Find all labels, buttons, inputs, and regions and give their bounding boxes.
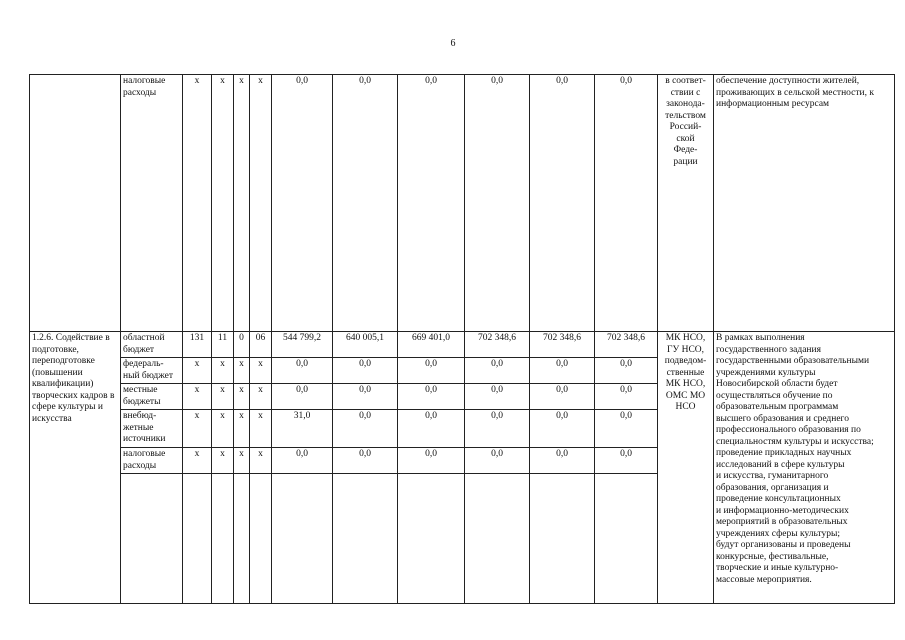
empty-cell	[465, 474, 530, 604]
executor-cell: МК НСО, ГУ НСО, подведом- ственные МК НСО, ОМС МО НСО	[658, 332, 714, 604]
table-row	[30, 332, 895, 358]
empty-cell	[333, 474, 398, 604]
value-cell: 0,0	[272, 358, 333, 384]
value-cell: 0,0	[465, 358, 530, 384]
activity-cell	[30, 75, 121, 332]
funding-source-cell: местные бюджеты	[121, 384, 183, 410]
code-cell: x	[183, 358, 212, 384]
value-cell: 0,0	[530, 75, 595, 332]
value-cell: 0,0	[530, 410, 595, 448]
value-cell: 0,0	[272, 75, 333, 332]
value-cell: 0,0	[333, 358, 398, 384]
result-cell: В рамках выполнения государственного задания государственными образовательными учреждениями культуры Новосибирской области будет осуществляться обучение по образовательным программам высшего образования и среднего профессионального образования по специальностям культуры и искусства; проведение прикладных научных исследований в сфере культуры и искусства, гуманитарного образования, организация и проведение консультационных и информационно-методических мероприятий в образовательных учреждениях сферы культуры; будут организованы и проведены конкурсные, фестивальные, творческие и иные культурно- массовые мероприятия.	[714, 332, 895, 604]
activity-cell: 1.2.6. Содействие в подготовке, переподготовке (повышении квалификации) творческих кадров в сфере культуры и искусства	[30, 332, 121, 604]
value-cell: 0,0	[398, 75, 465, 332]
funding-source-cell: налоговые расходы	[121, 75, 183, 332]
executor-cell: в соответ- ствии с законода- тельством Россий- ской Феде- рации	[658, 75, 714, 332]
value-cell: 0,0	[530, 448, 595, 474]
value-cell: 0,0	[333, 384, 398, 410]
value-cell: 0,0	[465, 448, 530, 474]
value-cell: 0,0	[595, 410, 658, 448]
value-cell: 31,0	[272, 410, 333, 448]
code-cell: x	[212, 75, 234, 332]
code-cell: x	[250, 384, 272, 410]
empty-cell	[272, 474, 333, 604]
code-cell: x	[183, 75, 212, 332]
empty-cell	[595, 474, 658, 604]
value-cell: 0,0	[465, 410, 530, 448]
funding-source-cell: налоговые расходы	[121, 448, 183, 474]
value-cell: 702 348,6	[595, 332, 658, 358]
value-cell: 0,0	[398, 410, 465, 448]
code-cell: x	[250, 410, 272, 448]
page-number: 6	[450, 38, 456, 49]
value-cell: 0,0	[272, 448, 333, 474]
code-cell: x	[234, 410, 250, 448]
value-cell: 0,0	[333, 75, 398, 332]
code-cell: x	[212, 410, 234, 448]
code-cell: x	[234, 75, 250, 332]
value-cell: 0,0	[333, 410, 398, 448]
value-cell: 0,0	[595, 75, 658, 332]
code-cell: x	[234, 384, 250, 410]
value-cell: 702 348,6	[530, 332, 595, 358]
table-row	[30, 75, 895, 332]
funding-source-cell: областной бюджет	[121, 332, 183, 358]
empty-cell	[250, 474, 272, 604]
value-cell: 0,0	[530, 384, 595, 410]
code-cell: x	[183, 384, 212, 410]
code-cell: 06	[250, 332, 272, 358]
funding-source-cell: внебюд- жетные источники	[121, 410, 183, 448]
code-cell: 0	[234, 332, 250, 358]
code-cell: x	[212, 358, 234, 384]
code-cell: x	[183, 410, 212, 448]
code-cell: 131	[183, 332, 212, 358]
empty-cell	[234, 474, 250, 604]
value-cell: 544 799,2	[272, 332, 333, 358]
code-cell: x	[212, 384, 234, 410]
code-cell: 11	[212, 332, 234, 358]
value-cell: 0,0	[398, 384, 465, 410]
value-cell: 0,0	[398, 448, 465, 474]
value-cell: 0,0	[398, 358, 465, 384]
value-cell: 702 348,6	[465, 332, 530, 358]
value-cell: 0,0	[595, 448, 658, 474]
empty-cell	[398, 474, 465, 604]
code-cell: x	[212, 448, 234, 474]
value-cell: 0,0	[595, 384, 658, 410]
empty-cell	[183, 474, 212, 604]
value-cell: 0,0	[465, 75, 530, 332]
value-cell: 669 401,0	[398, 332, 465, 358]
value-cell: 640 005,1	[333, 332, 398, 358]
value-cell: 0,0	[333, 448, 398, 474]
value-cell: 0,0	[595, 358, 658, 384]
budget-table	[29, 74, 895, 604]
empty-cell	[121, 474, 183, 604]
code-cell: x	[250, 75, 272, 332]
code-cell: x	[234, 358, 250, 384]
value-cell: 0,0	[465, 384, 530, 410]
empty-cell	[212, 474, 234, 604]
code-cell: x	[250, 448, 272, 474]
value-cell: 0,0	[272, 384, 333, 410]
code-cell: x	[183, 448, 212, 474]
code-cell: x	[250, 358, 272, 384]
funding-source-cell: федераль- ный бюджет	[121, 358, 183, 384]
result-cell: обеспечение доступности жителей, проживающих в сельской местности, к информационным ресурсам	[714, 75, 895, 332]
value-cell: 0,0	[530, 358, 595, 384]
code-cell: x	[234, 448, 250, 474]
empty-cell	[530, 474, 595, 604]
